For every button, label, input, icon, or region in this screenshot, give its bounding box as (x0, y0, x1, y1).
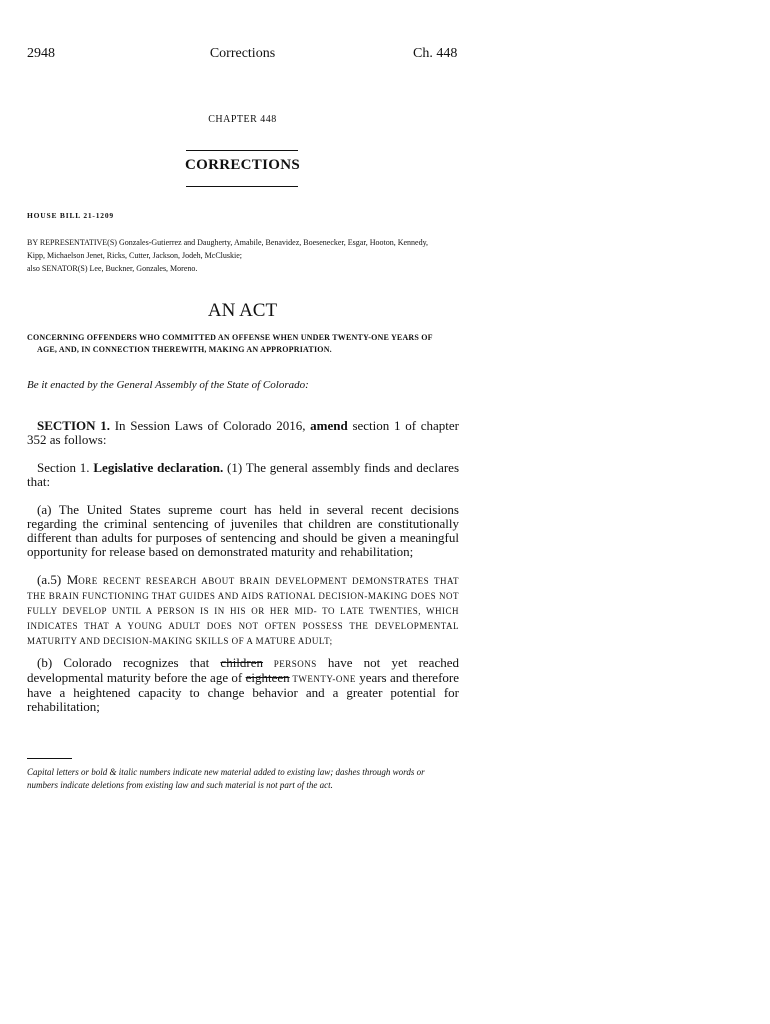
act-heading: AN ACT (207, 300, 278, 321)
paragraph-a-text: (a) The United States supreme court has held in several recent decisions regarding the criminal sentencing of juveniles that children are constitutionally different than adults for purposes of sentencing and should be given a meaningful opportunity for release based on demonstrated maturity and rehabilitation; (27, 502, 459, 559)
chapter-reference: Ch. 448 (413, 46, 458, 61)
section-text: section 1 of chapter 352 as follows: (27, 418, 459, 447)
subject-title: CORRECTIONS (185, 157, 300, 173)
act-subject-line: CONCERNING OFFENDERS WHO COMMITTED AN OFFENSE WHEN UNDER TWENTY-ONE YEARS OF (27, 333, 433, 342)
enacting-clause: Be it enacted by the General Assembly of the State of Colorado: (27, 379, 309, 391)
added-text: PERSONS (263, 659, 317, 669)
sponsors-block (27, 236, 447, 275)
footnote-rule (27, 758, 72, 759)
bill-number: HOUSE BILL 21-1209 (27, 211, 114, 220)
act-subject-line: AGE, AND, IN CONNECTION THEREWITH, MAKING AN APPROPRIATION. (37, 345, 332, 354)
act-subject (27, 332, 459, 356)
section-lead: Section 1. (37, 460, 94, 475)
paragraph-b-text: years and therefore have a heightened capacity to change behavior and a greater potential for rehabilitation; (27, 670, 459, 714)
running-header-title: Corrections (209, 46, 276, 61)
chapter-number: CHAPTER 448 (208, 114, 277, 125)
title-rule-top (186, 150, 298, 151)
legislative-declaration-heading: Legislative declaration. (93, 460, 224, 475)
paragraph-a (27, 503, 459, 559)
amend-keyword: amend (310, 418, 348, 433)
footnote: Capital letters or bold & italic numbers indicate new material added to existing law; dashes through words or numbers indicate deletions from existing law and such material is not part of the act. (27, 767, 425, 790)
added-text: TWENTY-ONE (289, 674, 356, 684)
sponsors-line: BY REPRESENTATIVE(S) Gonzales-Gutierrez and Daugherty, Amabile, Benavidez, Boesenecker, Esgar, Hooton, Kennedy, (27, 238, 429, 247)
sponsors-line: also SENATOR(S) Lee, Buckner, Gonzales, Moreno. (27, 264, 198, 273)
paragraph-a5-text: ORE RECENT RESEARCH ABOUT BRAIN DEVELOPMENT DEMONSTRATES THAT THE BRAIN FUNCTIONING THAT GUIDES AND AIDS RATIONAL DECISION-MAKING DOES NOT FULLY DEVELOP UNTIL A PERSON IS IN HIS OR HER MID- TO LATE TWENTIES, WHICH INDICATES THAT A YOUNG ADULT DOES NOT OFTEN POSSESS THE DEVELOPMENTAL MATURITY AND DECISION-MAKING SKILLS OF A MATURE ADULT; (27, 576, 459, 646)
section-text: In Session Laws of Colorado 2016, (109, 418, 311, 433)
paragraph-a5-first-letter: M (66, 572, 79, 587)
legislative-declaration-text: (1) The general assembly finds and declares that: (27, 460, 459, 489)
paragraph-a5 (27, 573, 459, 648)
paragraph-b (27, 656, 459, 714)
paragraph-b-text: (b) Colorado recognizes that (37, 655, 221, 670)
page-number: 2948 (27, 46, 55, 61)
title-rule-bottom (186, 186, 298, 187)
paragraph-a5-label: (a.5) (37, 572, 67, 587)
section-1-paragraph (27, 419, 459, 447)
section-label: SECTION 1. (37, 418, 110, 433)
deleted-text: children (220, 655, 264, 670)
legislative-declaration-paragraph (27, 461, 459, 489)
sponsors-line: Kipp, Michaelson Jenet, Ricks, Cutter, Jackson, Jodeh, McCluskie; (27, 251, 242, 260)
paragraph-b-text: have not yet reached developmental maturity before the age of (27, 655, 459, 685)
deleted-text: eighteen (245, 670, 290, 685)
